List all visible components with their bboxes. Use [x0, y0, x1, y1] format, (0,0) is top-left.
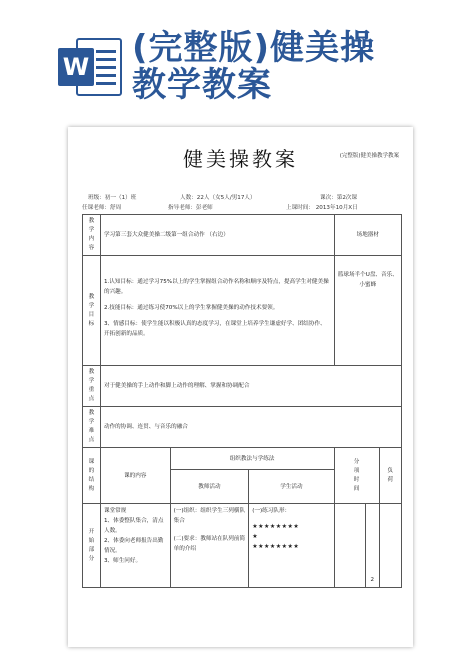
routine-cell	[100, 504, 170, 588]
corner-note: (完整版)健美操教学教案	[339, 153, 399, 159]
routine-item-3: 3、师生问好。	[103, 558, 142, 564]
teacher-organize: (一)组织：组织学生三列横队集合	[173, 508, 246, 524]
info-instructor: 指导老师：彭老师	[168, 205, 213, 211]
venue-text: 篮球场半个U盘、音乐、小蜜蜂	[334, 256, 401, 366]
lesson-content-label: 课的内容	[100, 448, 170, 504]
student-activity-cell	[249, 504, 334, 588]
key-label-cell: 教学重点	[83, 366, 101, 407]
objectives-cell	[100, 256, 334, 366]
content-text: 学习第三套大众健美操二级第一组合动作 （右边）	[100, 215, 334, 256]
routine-item-2: 2、体委向老师报告出勤情况。	[103, 538, 164, 554]
formation-stars-row2: ★	[252, 533, 259, 540]
content-label-cell: 教学内容	[83, 215, 101, 256]
student-practice: (一)练习队形：	[252, 508, 291, 514]
structure-label-cell: 课的结构	[83, 448, 101, 504]
teacher-activity-cell	[170, 504, 249, 588]
student-activity-label: 学生活动	[249, 470, 334, 504]
difficulty-label-cell: 教学难点	[83, 407, 101, 448]
time-empty-cell	[334, 504, 365, 588]
info-count: 人数：22人（女5人/男17人）	[180, 195, 256, 201]
formation-stars-row1: ★★★★★★★★	[252, 523, 300, 530]
minutes-cell: 2	[366, 504, 379, 588]
objectives-label-cell: 教学目标	[83, 256, 101, 366]
word-document-icon	[58, 34, 124, 100]
difficulty-text: 动作的协调、连贯、与音乐的融合	[100, 407, 401, 448]
banner-title-line2: 教学教案	[132, 65, 272, 105]
document-page	[68, 127, 413, 647]
objective-1: 1.认知目标：通过学习75%以上的学生掌握组合动作名称和顺序及特点，提高学生对健美操的兴趣。	[103, 278, 329, 295]
routine-title: 课堂常规	[103, 508, 127, 514]
info-date: 上课时间： 2013年10月X日	[286, 205, 358, 211]
method-label: 组织教法与学练法	[170, 448, 334, 470]
info-class: 班级：初一（1）班	[88, 195, 137, 201]
word-badge: W	[58, 48, 94, 86]
start-label-cell: 开始部分	[83, 504, 101, 588]
banner-title	[132, 30, 462, 104]
routine-item-1: 1、体委整队集合，清点人数。	[103, 518, 164, 534]
load-empty-cell	[379, 504, 402, 588]
lesson-plan-table	[82, 214, 402, 588]
objective-3: 3、情感目标：使学生能以积极认真的态度学习，在课堂上培养学生谦虚好学、团结协作、开拓创新的品质。	[103, 320, 326, 337]
banner-title-line1: (完整版)健美操	[132, 28, 376, 68]
time-label-cell: 分项时间	[334, 448, 379, 504]
header-banner	[0, 0, 474, 112]
load-label-cell: 负荷	[379, 448, 402, 504]
key-text: 对于健美操的手上动作和脚上动作的理解、掌握和协调配合	[100, 366, 401, 407]
formation-stars-row3: ★★★★★★★★	[252, 543, 300, 550]
teacher-require: (二)要求：教师站在队列前简单的介绍	[173, 536, 246, 552]
class-info	[82, 193, 402, 213]
venue-label: 场地器材	[334, 215, 401, 256]
info-teacher: 任课老师：舒周	[82, 205, 122, 211]
objective-2: 2.技能目标：通过练习使70%以上的学生掌握健美操的动作技术要领。	[103, 304, 279, 311]
teacher-activity-label: 教师活动	[170, 470, 249, 504]
document-title: 健美操教案	[183, 147, 298, 171]
info-lesson: 课次：第2次课	[320, 195, 358, 201]
